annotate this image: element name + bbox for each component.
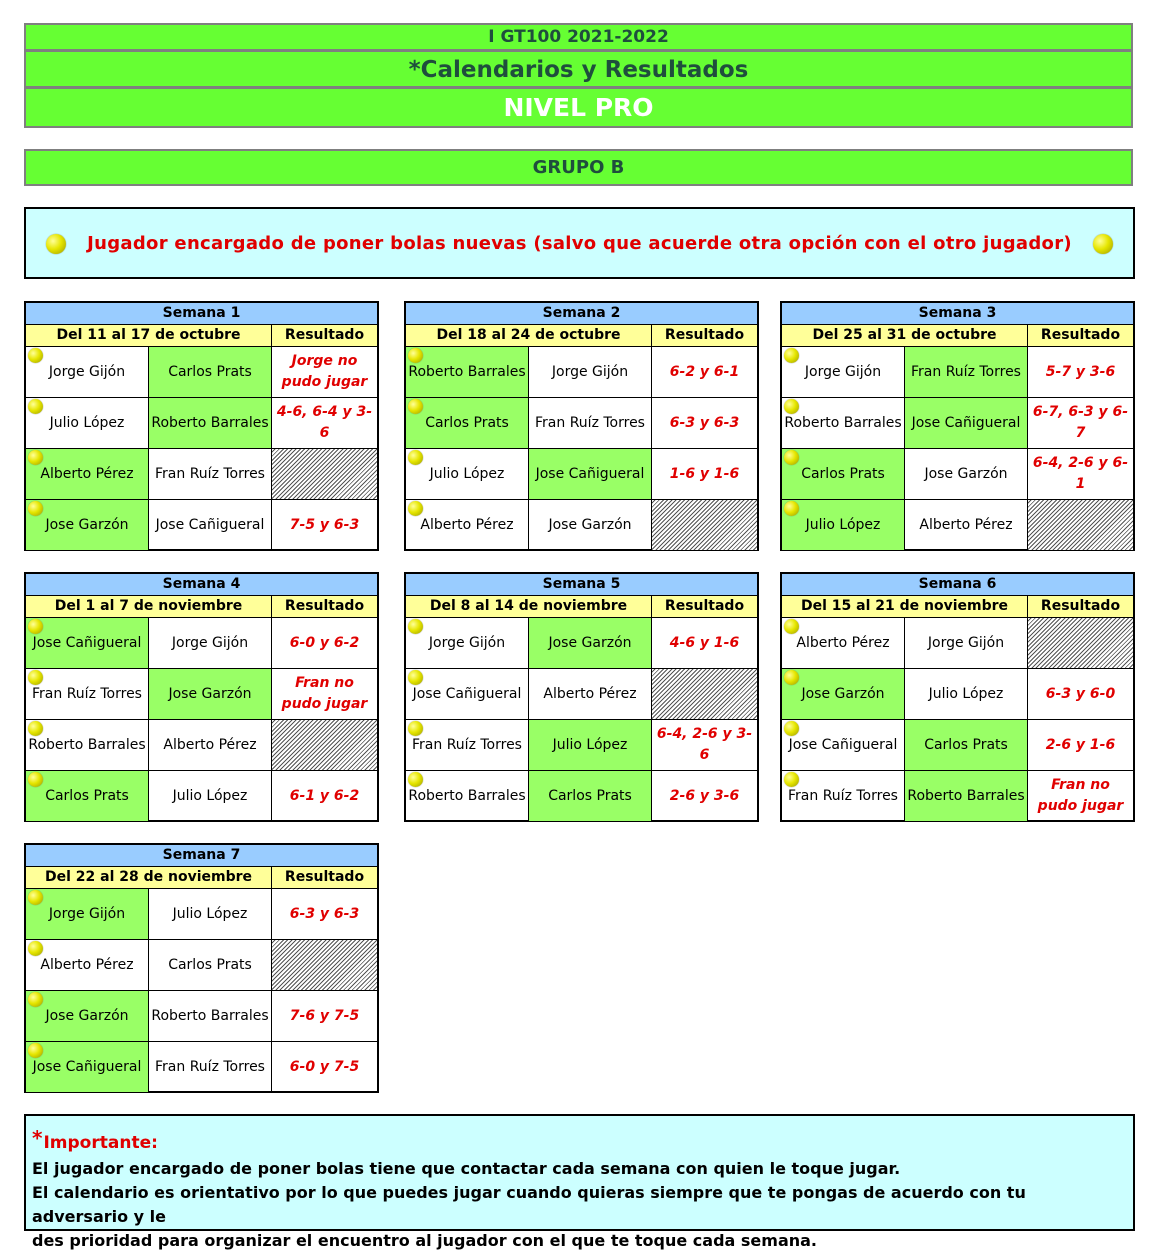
match-result: 4-6, 6-4 y 3-6 [276, 404, 373, 441]
player-one: Jorge Gijón [782, 347, 905, 397]
bye-cell [272, 720, 377, 770]
week-date-range: Del 11 al 17 de octubre [26, 325, 272, 347]
player-two: Fran Ruíz Torres [529, 398, 652, 448]
match-row [782, 347, 1133, 398]
player-one: Jose Garzón [782, 669, 905, 719]
tennis-ball-icon [408, 670, 423, 685]
tennis-ball-icon [784, 670, 799, 685]
match-row [26, 500, 377, 550]
tennis-ball-icon [408, 450, 423, 465]
match-result: Jorge no pudo jugar [281, 353, 368, 390]
player-one: Jose Cañigueral [26, 1042, 149, 1092]
tennis-ball-icon [408, 348, 423, 363]
match-row [26, 940, 377, 991]
player-one: Alberto Pérez [26, 449, 149, 499]
player-two: Jose Cañigueral [149, 500, 272, 550]
match-row [406, 347, 757, 398]
match-row [26, 771, 377, 821]
player-two: Alberto Pérez [529, 669, 652, 719]
player-one: Julio López [782, 500, 905, 550]
match-row [782, 618, 1133, 669]
match-row [406, 720, 757, 771]
match-result: 7-5 y 6-3 [289, 516, 360, 533]
tennis-ball-icon [28, 501, 43, 516]
important-line-1: El jugador encargado de poner bolas tiene que contactar cada semana con quien le toque jugar. [32, 1159, 901, 1178]
match-result: 6-4, 2-6 y 6-1 [1032, 455, 1129, 492]
week-table-6 [780, 572, 1135, 822]
match-result: 6-4, 2-6 y 3-6 [656, 726, 753, 763]
season-title: I GT100 2021-2022 [24, 23, 1133, 51]
match-row [782, 398, 1133, 449]
match-result: 1-6 y 1-6 [669, 465, 740, 482]
player-one: Carlos Prats [26, 771, 149, 821]
player-two: Julio López [529, 720, 652, 770]
tennis-ball-icon [28, 670, 43, 685]
result-column-header: Resultado [652, 325, 757, 347]
match-row [26, 398, 377, 449]
match-result: 5-7 y 3-6 [1045, 363, 1116, 380]
week-title: Semana 7 [26, 845, 377, 867]
match-result: 6-3 y 6-3 [289, 905, 360, 922]
tennis-ball-icon [784, 619, 799, 634]
bye-cell [272, 449, 377, 499]
match-result: 6-3 y 6-0 [1045, 685, 1116, 702]
player-two: Jose Garzón [905, 449, 1028, 499]
week-title: Semana 5 [406, 574, 757, 596]
bye-cell [1028, 618, 1133, 668]
match-result: Fran no pudo jugar [1037, 777, 1124, 814]
group-title: GRUPO B [24, 149, 1133, 186]
result-column-header: Resultado [1028, 325, 1133, 347]
tennis-ball-icon [28, 941, 43, 956]
player-one: Alberto Pérez [782, 618, 905, 668]
tennis-ball-icon [28, 399, 43, 414]
match-row [406, 500, 757, 550]
important-line-3: des prioridad para organizar el encuentro al jugador con el que te toque cada semana. [32, 1231, 817, 1250]
match-row [406, 449, 757, 500]
player-two: Carlos Prats [529, 771, 652, 821]
player-one: Julio López [26, 398, 149, 448]
week-table-5 [404, 572, 759, 822]
week-table-1 [24, 301, 379, 551]
week-date-range: Del 25 al 31 de octubre [782, 325, 1028, 347]
player-two: Jose Garzón [149, 669, 272, 719]
player-two: Roberto Barrales [149, 991, 272, 1041]
bye-cell [272, 940, 377, 990]
match-row [26, 669, 377, 720]
result-column-header: Resultado [272, 596, 377, 618]
match-result: 2-6 y 3-6 [669, 787, 740, 804]
player-two: Roberto Barrales [905, 771, 1028, 821]
ball-notice-text: Jugador encargado de poner bolas nuevas (salvo que acuerde otra opción con el otro jugador) [87, 233, 1072, 254]
player-two: Alberto Pérez [149, 720, 272, 770]
tennis-ball-icon [408, 501, 423, 516]
bye-cell [652, 500, 757, 550]
tennis-ball-icon [28, 992, 43, 1007]
match-row [782, 449, 1133, 500]
tennis-ball-icon [1093, 234, 1113, 254]
tennis-ball-icon [28, 450, 43, 465]
match-row [26, 720, 377, 771]
player-two: Jose Cañigueral [529, 449, 652, 499]
player-two: Jose Garzón [529, 618, 652, 668]
week-table-2 [404, 301, 759, 551]
week-date-range: Del 15 al 21 de noviembre [782, 596, 1028, 618]
week-date-range: Del 1 al 7 de noviembre [26, 596, 272, 618]
bye-cell [652, 669, 757, 719]
tennis-ball-icon [28, 348, 43, 363]
player-one: Jorge Gijón [406, 618, 529, 668]
week-title: Semana 1 [26, 303, 377, 325]
week-title: Semana 3 [782, 303, 1133, 325]
tennis-ball-icon [784, 772, 799, 787]
match-row [406, 669, 757, 720]
match-row [782, 720, 1133, 771]
match-row [26, 991, 377, 1042]
ball-notice [24, 207, 1135, 279]
player-two: Jose Cañigueral [905, 398, 1028, 448]
player-one: Alberto Pérez [406, 500, 529, 550]
tennis-ball-icon [784, 399, 799, 414]
player-two: Carlos Prats [149, 940, 272, 990]
player-two: Jorge Gijón [905, 618, 1028, 668]
match-row [26, 618, 377, 669]
result-column-header: Resultado [272, 867, 377, 889]
match-result: Fran no pudo jugar [281, 675, 368, 712]
player-two: Jorge Gijón [149, 618, 272, 668]
match-result: 6-2 y 6-1 [669, 363, 740, 380]
player-one: Jorge Gijón [26, 889, 149, 939]
player-one: Roberto Barrales [406, 771, 529, 821]
tennis-ball-icon [784, 501, 799, 516]
match-row [406, 398, 757, 449]
match-row [26, 1042, 377, 1092]
tennis-ball-icon [408, 721, 423, 736]
player-one: Jose Cañigueral [406, 669, 529, 719]
match-row [406, 618, 757, 669]
tennis-ball-icon [784, 721, 799, 736]
important-box [24, 1114, 1135, 1250]
tennis-ball-icon [28, 721, 43, 736]
match-result: 6-7, 6-3 y 6-7 [1032, 404, 1129, 441]
week-table-3 [780, 301, 1135, 551]
tennis-ball-icon [28, 772, 43, 787]
player-one: Jose Garzón [26, 991, 149, 1041]
tennis-ball-icon [28, 1043, 43, 1058]
match-row [782, 669, 1133, 720]
player-two: Jorge Gijón [529, 347, 652, 397]
player-two: Julio López [149, 771, 272, 821]
player-two: Alberto Pérez [905, 500, 1028, 550]
tennis-ball-icon [408, 399, 423, 414]
tennis-ball-icon [408, 619, 423, 634]
match-row [26, 347, 377, 398]
match-row [406, 771, 757, 821]
player-two: Jose Garzón [529, 500, 652, 550]
player-two: Roberto Barrales [149, 398, 272, 448]
tennis-ball-icon [28, 619, 43, 634]
week-date-range: Del 8 al 14 de noviembre [406, 596, 652, 618]
week-table-4 [24, 572, 379, 822]
match-result: 4-6 y 1-6 [669, 634, 740, 651]
player-one: Carlos Prats [406, 398, 529, 448]
player-one: Jose Cañigueral [26, 618, 149, 668]
tennis-ball-icon [784, 348, 799, 363]
important-star: * [32, 1126, 43, 1150]
match-row [26, 889, 377, 940]
player-one: Fran Ruíz Torres [26, 669, 149, 719]
player-one: Jorge Gijón [26, 347, 149, 397]
week-title: Semana 6 [782, 574, 1133, 596]
player-one: Jose Garzón [26, 500, 149, 550]
match-row [782, 500, 1133, 550]
important-label: Importante: [43, 1133, 158, 1153]
match-row [26, 449, 377, 500]
player-one: Roberto Barrales [782, 398, 905, 448]
player-two: Fran Ruíz Torres [149, 449, 272, 499]
player-one: Alberto Pérez [26, 940, 149, 990]
tennis-ball-icon [784, 450, 799, 465]
result-column-header: Resultado [272, 325, 377, 347]
player-one: Fran Ruíz Torres [782, 771, 905, 821]
section-title: *Calendarios y Resultados [24, 50, 1133, 88]
week-title: Semana 2 [406, 303, 757, 325]
result-column-header: Resultado [1028, 596, 1133, 618]
important-title [32, 1126, 1127, 1153]
bye-cell [1028, 500, 1133, 550]
match-row [782, 771, 1133, 821]
player-two: Fran Ruíz Torres [149, 1042, 272, 1092]
player-two: Julio López [149, 889, 272, 939]
week-date-range: Del 18 al 24 de octubre [406, 325, 652, 347]
match-result: 6-1 y 6-2 [289, 787, 360, 804]
tennis-ball-icon [28, 890, 43, 905]
week-table-7 [24, 843, 379, 1093]
player-one: Fran Ruíz Torres [406, 720, 529, 770]
week-title: Semana 4 [26, 574, 377, 596]
player-one: Roberto Barrales [26, 720, 149, 770]
level-title: NIVEL PRO [24, 87, 1133, 128]
match-result: 2-6 y 1-6 [1045, 736, 1116, 753]
result-column-header: Resultado [652, 596, 757, 618]
player-one: Jose Cañigueral [782, 720, 905, 770]
player-two: Carlos Prats [149, 347, 272, 397]
player-one: Roberto Barrales [406, 347, 529, 397]
week-date-range: Del 22 al 28 de noviembre [26, 867, 272, 889]
player-one: Carlos Prats [782, 449, 905, 499]
important-line-2: El calendario es orientativo por lo que puedes jugar cuando quieras siempre que te pongas de acuerdo con tu adversario y le [32, 1183, 1026, 1226]
player-one: Julio López [406, 449, 529, 499]
match-result: 6-3 y 6-3 [669, 414, 740, 431]
match-result: 7-6 y 7-5 [289, 1007, 360, 1024]
match-result: 6-0 y 7-5 [289, 1058, 360, 1075]
player-two: Julio López [905, 669, 1028, 719]
player-two: Carlos Prats [905, 720, 1028, 770]
player-two: Fran Ruíz Torres [905, 347, 1028, 397]
match-result: 6-0 y 6-2 [289, 634, 360, 651]
tennis-ball-icon [408, 772, 423, 787]
